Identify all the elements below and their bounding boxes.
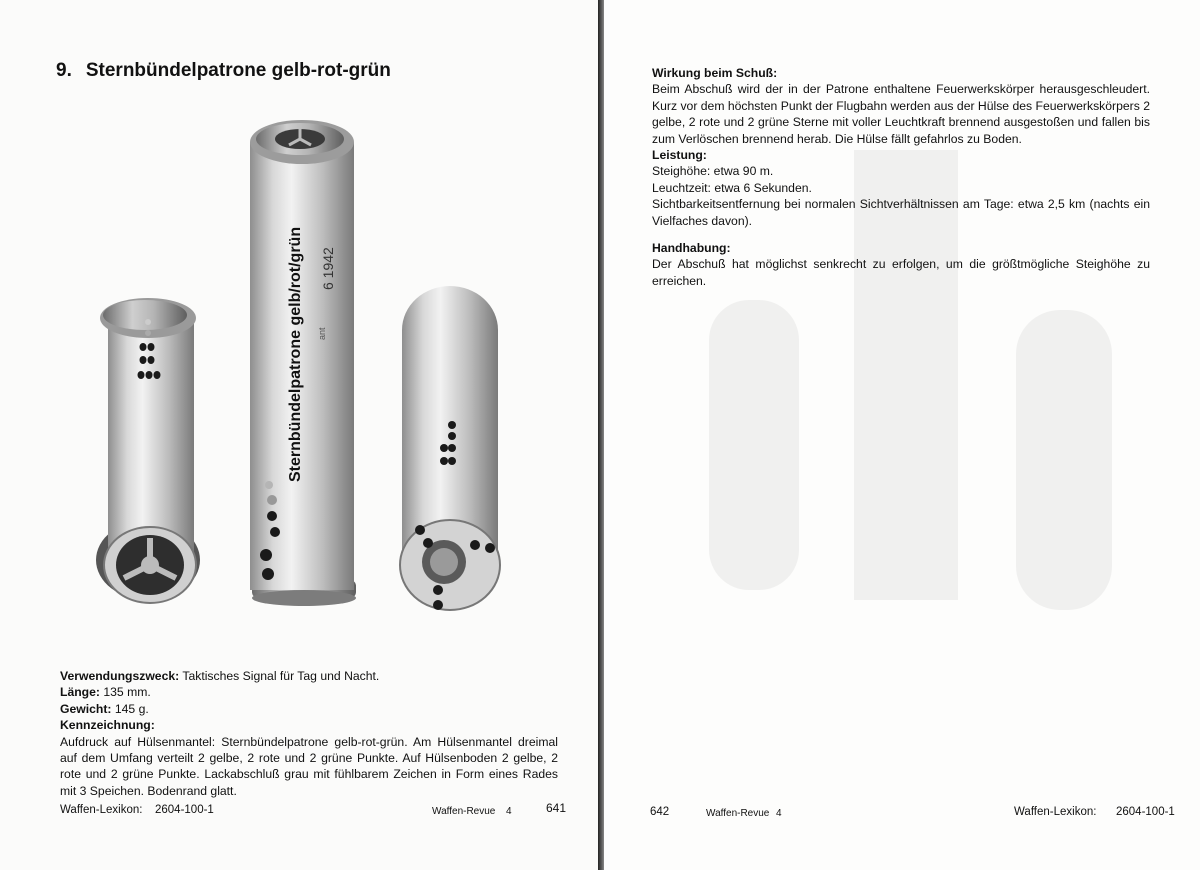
footer-code: 2604-100-1 (1116, 806, 1175, 818)
marking-text: Aufdruck auf Hülsenmantel: Sternbündelpatrone gelb-rot-grün. Am Hülsenmantel dreimal auf dem Umfang verteilt 2 gelbe, 2 rote und 2 grüne Punkte. Auf Hülsenboden 2 gelbe, 2 rote und 2 grüne Punkte. Lackabschluß grau mit fühlbarem Zeichen in Form eines Rades mit 3 Speichen. Bodenrand glatt. (60, 734, 558, 798)
right-page (604, 0, 1200, 870)
marking-label: Kennzeichnung: (60, 718, 155, 733)
casing-date-text: 6 1942 (320, 247, 336, 290)
visibility-line: Sichtbarkeitsentfernung bei normalen Sichtverhältnissen am Tage: etwa 2,5 km (nachts ein Vielfaches davon). (652, 197, 1150, 228)
effect-label: Wirkung beim Schuß: (652, 66, 778, 80)
weight-value: 145 g. (114, 701, 149, 716)
footer-code: 2604-100-1 (155, 804, 214, 816)
performance-label: Leistung: (652, 148, 707, 163)
burn-line: Leuchtzeit: etwa 6 Sekunden. (652, 180, 812, 195)
footer-issue: 4 (776, 808, 782, 819)
casing-mark-text: ant (317, 327, 327, 340)
heading-number: 9. (56, 60, 72, 81)
footer-page-number: 642 (650, 806, 670, 818)
purpose-label: Verwendungszweck: (60, 669, 180, 683)
weight-label: Gewicht: (60, 701, 112, 716)
cartridge-base-view (96, 298, 200, 603)
heading-title: Sternbündelpatrone gelb-rot-grün (85, 60, 391, 81)
right-text-block (652, 65, 1150, 289)
length-value: 135 mm. (103, 685, 151, 700)
cartridge-side-view (250, 120, 356, 606)
footer-lexikon: Waffen-Lexikon: (60, 804, 143, 816)
footer-revue: Waffen-Revue (706, 808, 770, 819)
footer-issue: 4 (506, 806, 512, 817)
cartridge-illustration (0, 0, 600, 640)
purpose-value: Taktisches Signal für Tag und Nacht. (182, 669, 380, 683)
height-line: Steighöhe: etwa 90 m. (652, 164, 774, 179)
length-label: Länge: (60, 685, 100, 700)
effect-text: Beim Abschuß wird der in der Patrone enthaltene Feuerwerkskörper herausgeschleudert. Kurz vor dem höchsten Punkt der Flugbahn werden aus der Hülse des Feuerwerkskörpers 2 gelbe, 2 rote und 2 grüne Sterne mit voller Leuchtkraft brennend ausgestoßen und fallen bis zum Verlöschen brennend herab. Die Hülse fällt gefahrlos zu Boden. (652, 82, 1150, 146)
specifications-section (60, 668, 558, 799)
handling-label: Handhabung: (652, 241, 731, 256)
cartridge-bottom-view (400, 286, 500, 610)
casing-print-text: Sternbündelpatrone gelb/rot/grün (287, 226, 304, 482)
handling-text: Der Abschuß hat möglichst senkrecht zu erfolgen, um die größtmögliche Steighöhe zu erreichen. (652, 257, 1150, 288)
footer-lexikon: Waffen-Lexikon: (1014, 806, 1097, 818)
footer-page-number: 641 (546, 801, 567, 815)
footer-revue: Waffen-Revue (432, 806, 496, 817)
